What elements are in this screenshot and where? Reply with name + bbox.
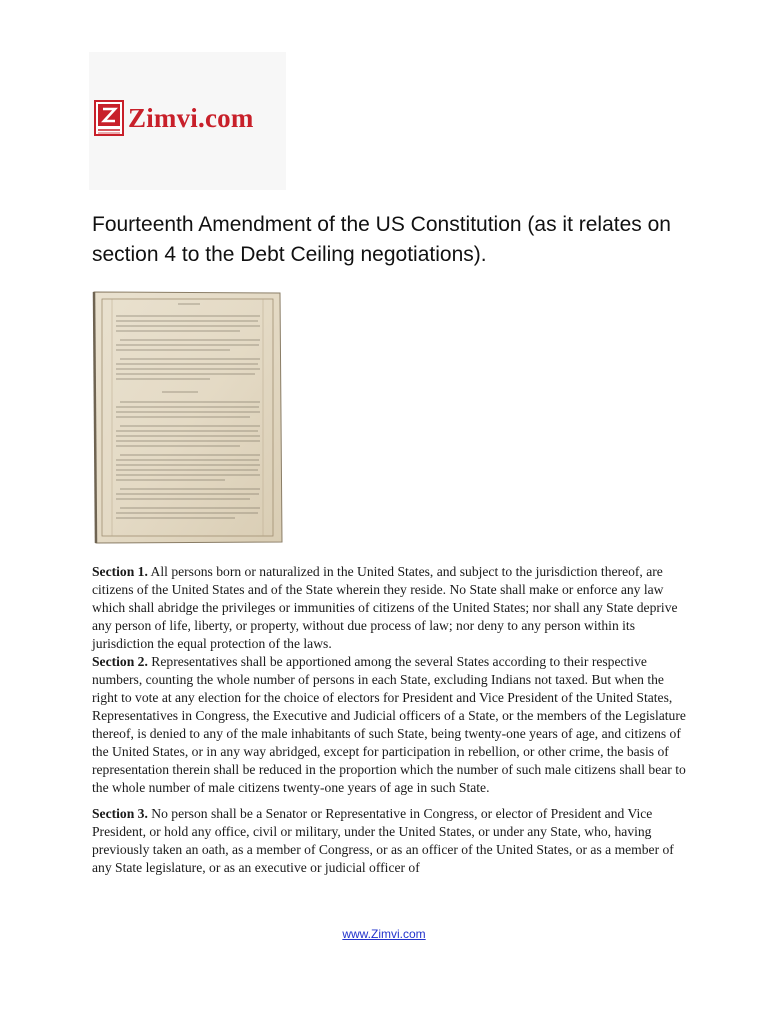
section-2-text: Representatives shall be apportioned among the several States according to their respective numbers, counting the whole number of persons in each State, excluding Indians not taxed. But when the right to vote at any election for the choice of electors for President and Vice President of the United States, Representatives in Congress, the Executive and Judicial officers of a State, or the members of the Legislature thereof, is denied to any of the male inhabitants of such State, being twenty-one years of age, and citizens of the United States, or in any way abridged, except for participation in rebellion, or other crime, the basis of representation therein shall be reduced in the proportion which the number of such male citizens shall bear to the whole number of male citizens twenty-one years of age in such State. bbox=[92, 654, 686, 795]
zimvi-logo-mark-icon bbox=[94, 100, 124, 136]
section-1 bbox=[92, 563, 692, 653]
document-title: Fourteenth Amendment of the US Constitution (as it relates on section 4 to the Debt Ceiling negotiations). bbox=[92, 213, 671, 266]
section-1-text: All persons born or naturalized in the United States, and subject to the jurisdiction thereof, are citizens of the United States and of the State wherein they reside. No State shall make or enforce any law which shall abridge the privileges or immunities of citizens of the United States; nor shall any State deprive any person of life, liberty, or property, without due process of law; nor deny to any person within its jurisdiction the equal protection of the laws. bbox=[92, 564, 678, 651]
section-2-heading: Section 2. bbox=[92, 654, 148, 669]
page-footer bbox=[0, 927, 768, 941]
section-1-heading: Section 1. bbox=[92, 564, 148, 579]
zimvi-logo bbox=[94, 98, 254, 138]
section-3 bbox=[92, 805, 692, 877]
amendment-text bbox=[92, 563, 692, 877]
logo-text: Zimvi.com bbox=[128, 102, 254, 133]
manuscript-image bbox=[90, 290, 284, 545]
section-3-text: No person shall be a Senator or Representative in Congress, or elector of President and Vice President, or hold any office, civil or military, under the United States, or under any State, who, having previously taken an oath, as a member of Congress, or as an officer of the United States, or as a member of any State legislature, or as an executive or judicial officer of bbox=[92, 806, 674, 875]
section-3-heading: Section 3. bbox=[92, 806, 148, 821]
footer-website-link[interactable]: www.Zimvi.com bbox=[342, 927, 426, 941]
section-2 bbox=[92, 653, 692, 797]
